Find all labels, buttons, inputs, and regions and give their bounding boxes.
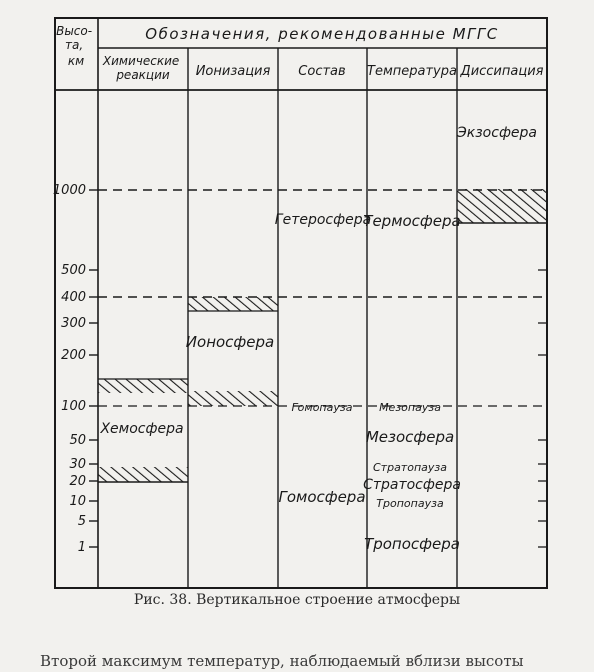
label-chemosphere: Хемосфера [100, 421, 184, 437]
right-scale-ticks [538, 270, 547, 547]
ionosphere-top-band [188, 297, 278, 311]
column-header-chemistry-line-2: реакции [116, 68, 170, 82]
dissipation-transition-band [457, 189, 547, 223]
figure-caption: Рис. 38. Вертикальное строение атмосферы [133, 592, 461, 608]
axis-tick-label: 10 [69, 494, 86, 509]
label-homosphere: Гомосфера [278, 488, 366, 506]
height-title-line-1: Высо- [56, 24, 93, 38]
axis-tick-label: 1000 [52, 183, 86, 198]
label-tropopause: Тропопауза [376, 497, 444, 510]
axis-tick-label: 500 [61, 263, 86, 278]
column-header-composition: Состав [298, 64, 346, 79]
height-title-line-2: та, [65, 38, 84, 52]
group-header-title: Обозначения, рекомендованные МГГС [145, 25, 499, 43]
label-mesosphere: Мезосфера [365, 428, 455, 446]
axis-tick-label: 50 [69, 433, 86, 448]
chemosphere-top-band [98, 379, 188, 393]
height-column-title [56, 24, 96, 68]
label-exosphere: Экзосфера [457, 125, 537, 141]
height-title-line-3: км [67, 54, 85, 68]
axis-tick-label: 400 [61, 290, 86, 305]
column-header-temperature: Температура [367, 64, 457, 79]
chemosphere-bottom-band [98, 467, 188, 482]
column-header-ionization: Ионизация [195, 64, 271, 79]
label-homopause: Гомопауза [291, 401, 353, 414]
label-stratopause: Стратопауза [373, 461, 447, 474]
column-header-chemistry-line-1: Химические [102, 54, 180, 68]
label-ionosphere: Ионосфера [185, 333, 275, 351]
label-troposphere: Тропосфера [364, 535, 460, 553]
label-heterosphere: Гетеросфера [274, 212, 372, 228]
body-text-fragment: Второй максимум температур, наблюдаемый вблизи высоты [40, 652, 524, 670]
axis-tick-label: 5 [77, 514, 86, 529]
height-axis [53, 183, 98, 555]
label-mesopause: Мезопауза [379, 401, 441, 414]
column-header-dissipation: Диссипация [460, 64, 544, 79]
axis-tick-label: 30 [69, 457, 86, 472]
column-header-chemistry [102, 54, 183, 82]
label-thermosphere: Термосфера [363, 212, 461, 230]
axis-tick-label: 20 [69, 474, 86, 489]
label-stratosphere: Стратосфера [363, 477, 461, 493]
axis-tick-label: 100 [61, 399, 86, 414]
axis-tick-label: 200 [61, 348, 86, 363]
axis-tick-label: 300 [61, 316, 86, 331]
axis-tick-label: 1 [77, 540, 86, 555]
ionosphere-bottom-band [188, 391, 278, 406]
